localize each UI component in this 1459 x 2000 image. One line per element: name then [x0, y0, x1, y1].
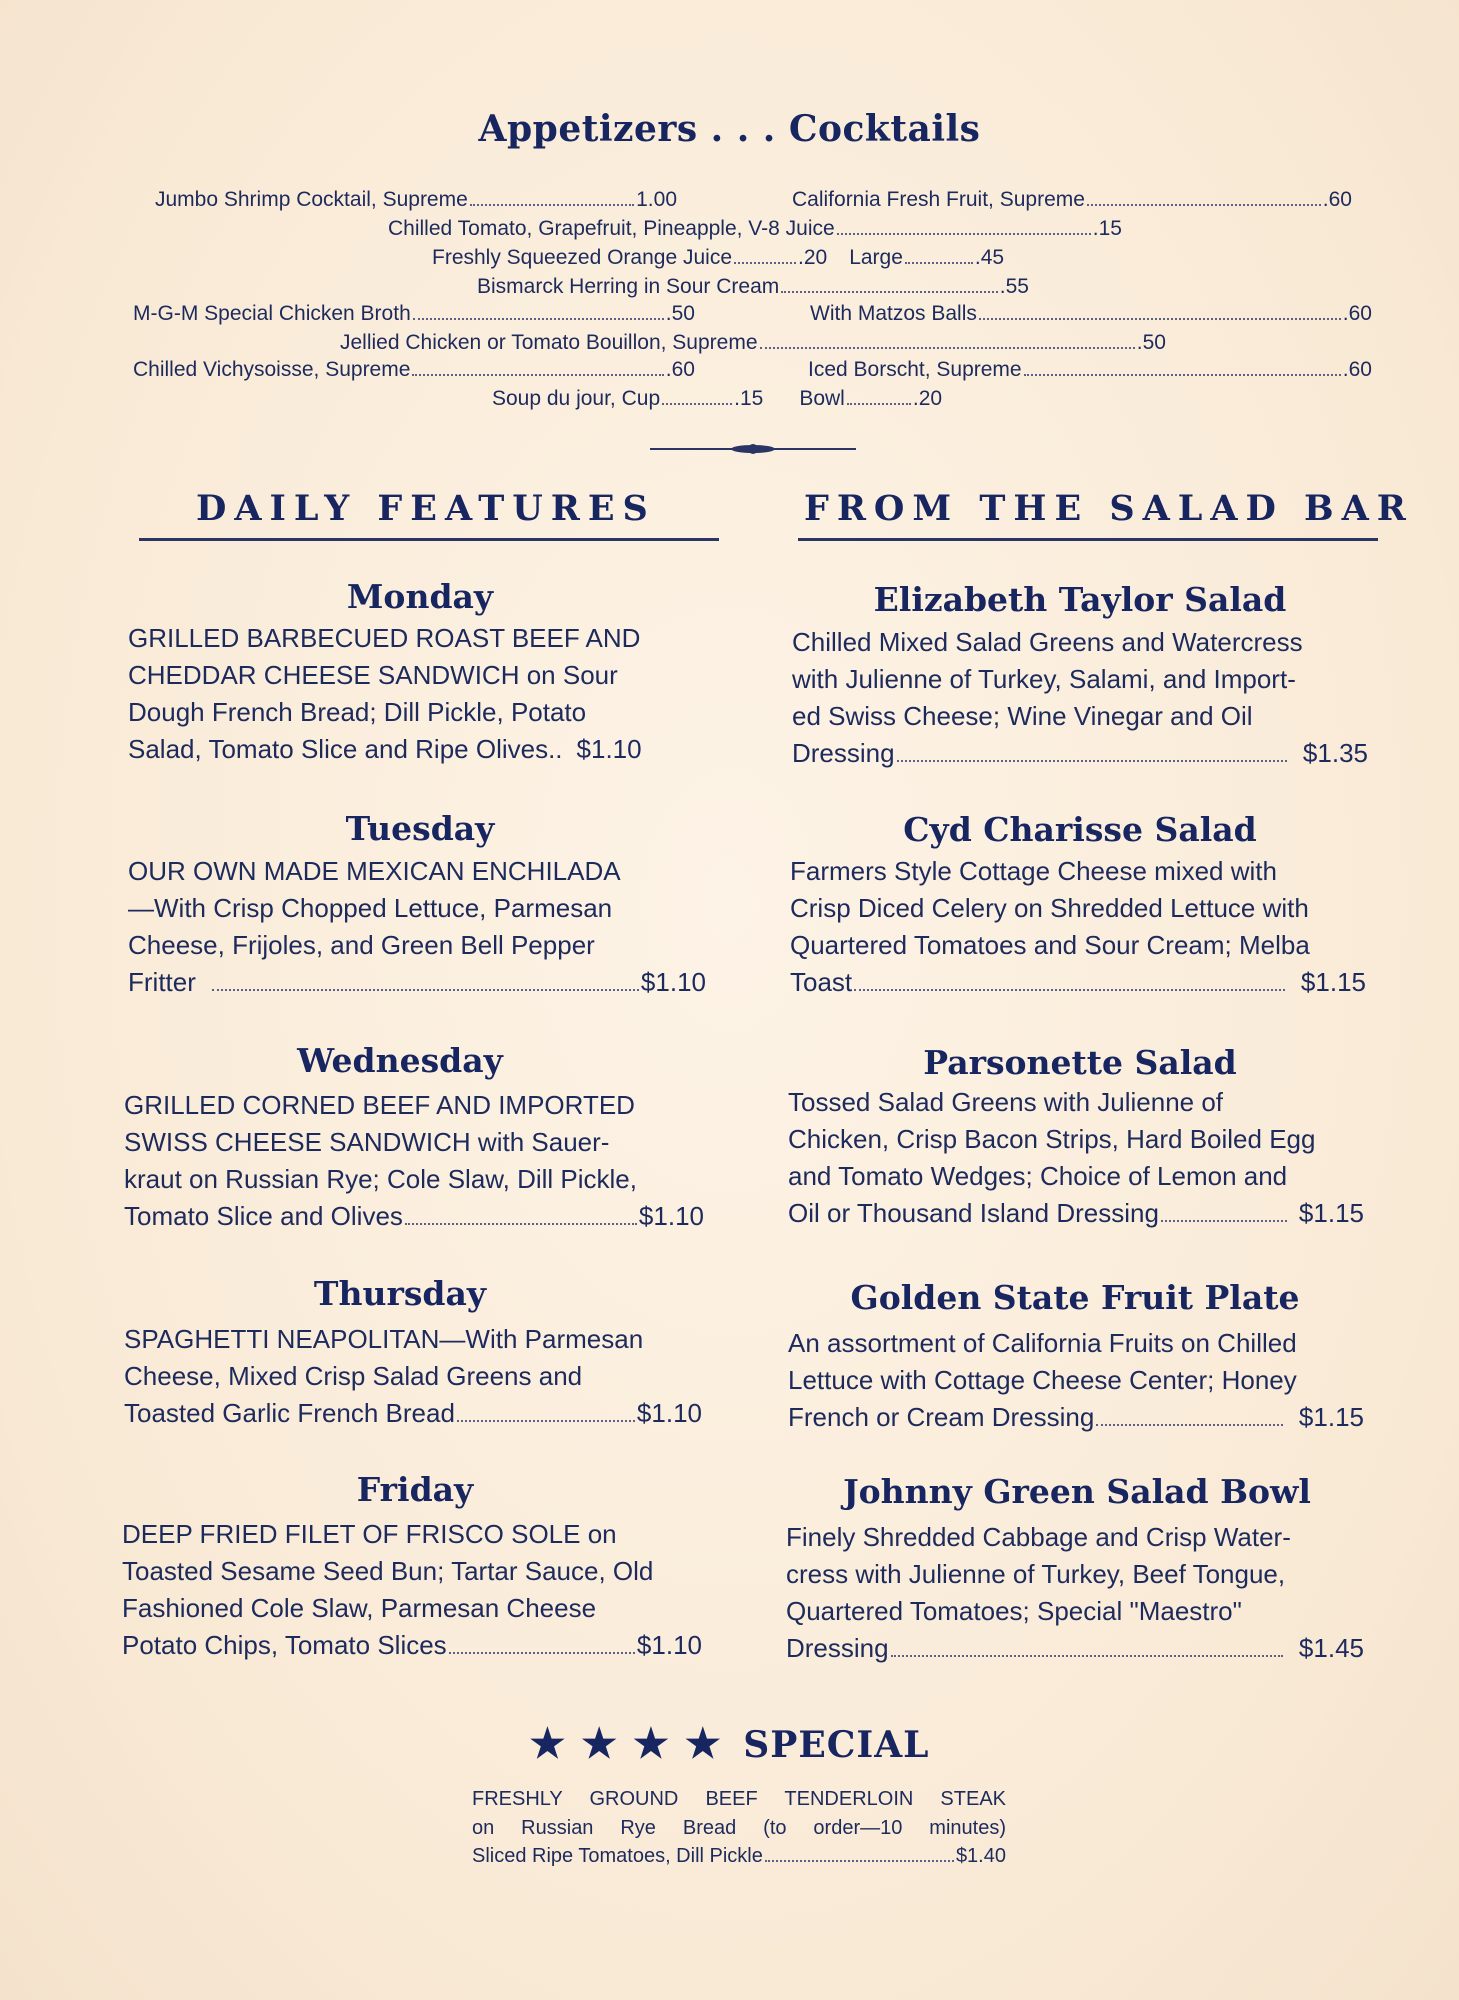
- appetizer-item: M-G-M Special Chicken Broth .50: [133, 302, 695, 325]
- day-title-friday: Friday: [356, 1470, 474, 1509]
- special-line-1: FRESHLY GROUND BEEF TENDERLOIN STEAK: [472, 1788, 1006, 1810]
- appetizers-title: Appetizers . . . Cocktails: [478, 108, 981, 150]
- salad-title-cyd-charisse: Cyd Charisse Salad: [903, 810, 1257, 849]
- salad-title-elizabeth-taylor: Elizabeth Taylor Salad: [873, 580, 1287, 619]
- special-line-3: Sliced Ripe Tomatoes, Dill Pickle $1.40: [472, 1845, 1006, 1867]
- day-description: SPAGHETTI NEAPOLITAN—With Parmesan Cheese, Mixed Crisp Salad Greens and Toasted Garlic French Bread $1.10: [124, 1324, 702, 1428]
- appetizer-item: Freshly Squeezed Orange Juice .20 Large .45: [432, 246, 1005, 269]
- daily-features-rule: [139, 538, 719, 541]
- day-title-monday: Monday: [346, 577, 494, 616]
- day-description: GRILLED CORNED BEEF AND IMPORTED SWISS CHEESE SANDWICH with Sauer- kraut on Russian Rye; Cole Slaw, Dill Pickle, Tomato Slice and Olives $1.10: [124, 1090, 704, 1231]
- salad-title-parsonette: Parsonette Salad: [923, 1043, 1237, 1082]
- day-title-tuesday: Tuesday: [345, 809, 495, 848]
- appetizer-item: Jumbo Shrimp Cocktail, Supreme 1.00: [155, 188, 677, 211]
- appetizer-item: Jellied Chicken or Tomato Bouillon, Supreme .50: [340, 331, 1166, 354]
- appetizer-item: Chilled Vichysoisse, Supreme .60: [133, 358, 695, 381]
- appetizer-item: Soup du jour, Cup .15 Bowl .20: [492, 387, 943, 410]
- salad-bar-rule: [798, 538, 1378, 541]
- daily-features-title: DAILY FEATURES: [196, 488, 656, 529]
- divider-ornament: [650, 442, 856, 456]
- appetizer-item: Iced Borscht, Supreme .60: [808, 358, 1372, 381]
- salad-description: Finely Shredded Cabbage and Crisp Water- cress with Julienne of Turkey, Beef Tongue, Quartered Tomatoes; Special "Maestro" Dressing $1.45: [786, 1522, 1364, 1663]
- day-title-thursday: Thursday: [313, 1274, 487, 1313]
- salad-description: An assortment of California Fruits on Chilled Lettuce with Cottage Cheese Center; Honey French or Cream Dressing $1.15: [788, 1328, 1364, 1432]
- salad-title-golden-state: Golden State Fruit Plate: [850, 1278, 1300, 1317]
- special-line-2: on Russian Rye Bread (to order—10 minutes): [472, 1817, 1006, 1839]
- appetizer-item: California Fresh Fruit, Supreme .60: [792, 188, 1352, 211]
- special-heading: [0, 1720, 1459, 1767]
- salad-description: Chilled Mixed Salad Greens and Watercress with Julienne of Turkey, Salami, and Import- ed Swiss Cheese; Wine Vinegar and Oil Dressing $1.35: [792, 627, 1368, 768]
- salad-description: Tossed Salad Greens with Julienne of Chicken, Crisp Bacon Strips, Hard Boiled Egg and Tomato Wedges; Choice of Lemon and Oil or Thousand Island Dressing $1.15: [788, 1087, 1364, 1228]
- stars-icon: ★ ★ ★ ★: [529, 1720, 722, 1767]
- special-title: SPECIAL: [743, 1724, 930, 1766]
- salad-title-johnny-green: Johnny Green Salad Bowl: [843, 1472, 1311, 1511]
- salad-description: Farmers Style Cottage Cheese mixed with Crisp Diced Celery on Shredded Lettuce with Quartered Tomatoes and Sour Cream; Melba Toast $1.15: [790, 856, 1366, 997]
- appetizer-item: With Matzos Balls .60: [810, 302, 1372, 325]
- appetizer-item: Chilled Tomato, Grapefruit, Pineapple, V-8 Juice .15: [388, 217, 1122, 240]
- day-description: OUR OWN MADE MEXICAN ENCHILADA —With Crisp Chopped Lettuce, Parmesan Cheese, Frijoles, and Green Bell Pepper Fritter $1.10: [128, 856, 706, 997]
- salad-bar-title: FROM THE SALAD BAR: [804, 488, 1414, 529]
- day-description: GRILLED BARBECUED ROAST BEEF AND CHEDDAR CHEESE SANDWICH on Sour Dough French Bread; Dill Pickle, Potato Salad, Tomato Slice and Ripe Olives.. $1.10: [128, 623, 642, 764]
- day-description: DEEP FRIED FILET OF FRISCO SOLE on Toasted Sesame Seed Bun; Tartar Sauce, Old Fashioned Cole Slaw, Parmesan Cheese Potato Chips, Tomato Slices $1.10: [122, 1519, 702, 1660]
- appetizer-item: Bismarck Herring in Sour Cream .55: [477, 275, 1029, 298]
- day-title-wednesday: Wednesday: [297, 1041, 503, 1080]
